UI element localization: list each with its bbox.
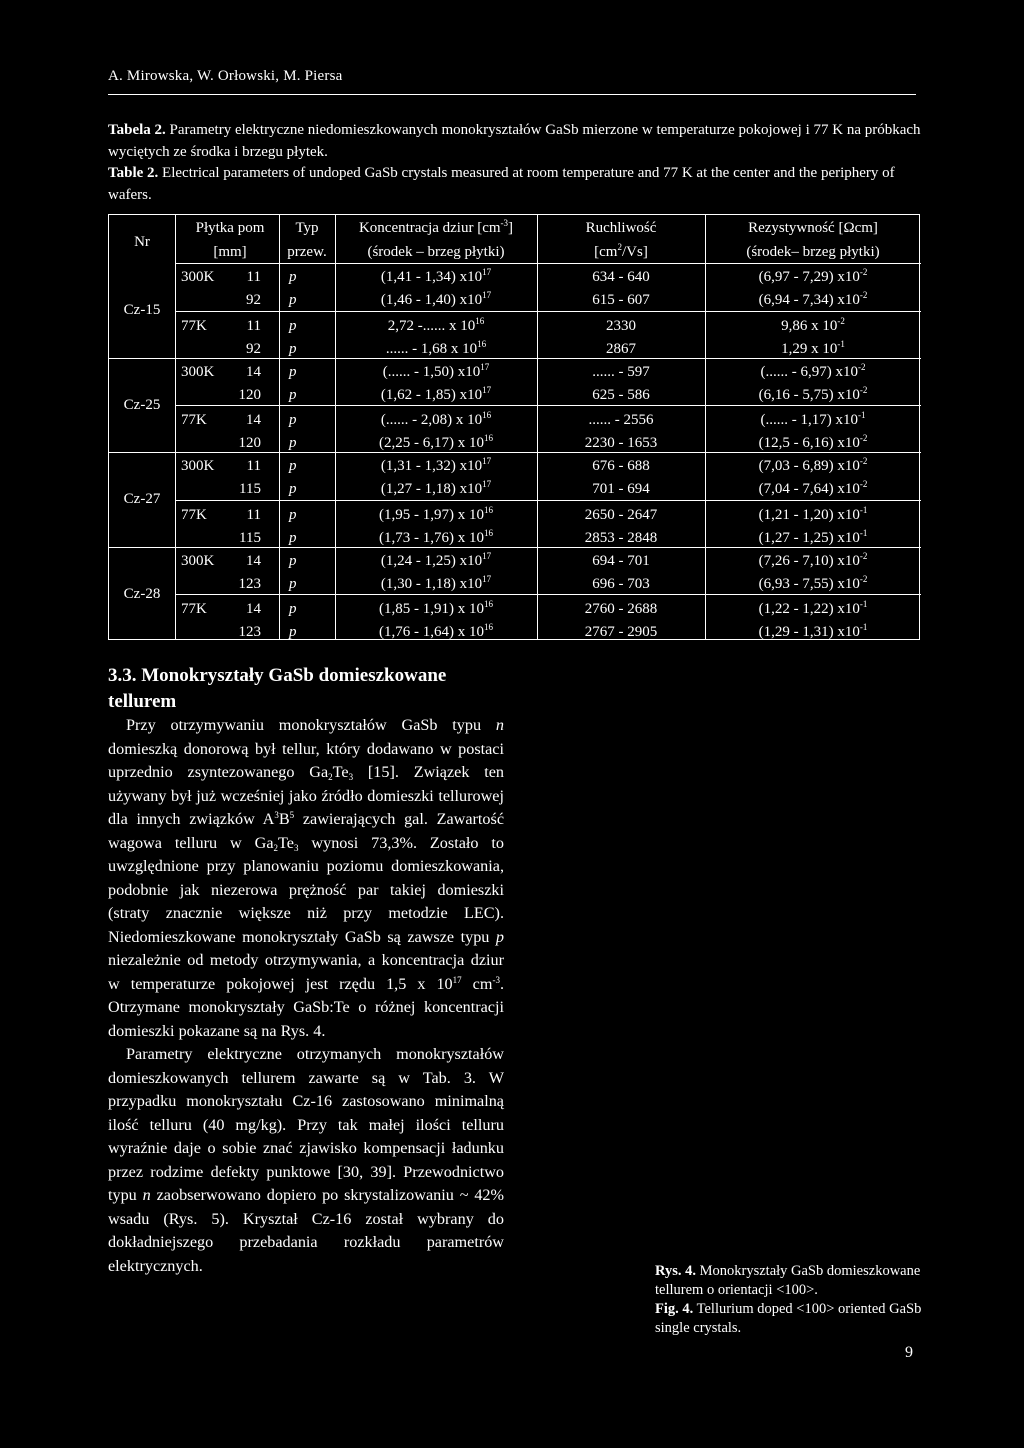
hole-concentration: (1,41 - 1,34) $x10^{17}$	[380, 267, 492, 285]
hole-concentration: (...... - 1,50) $x10^{17}$	[382, 361, 490, 380]
wafer-position: 14	[246, 601, 261, 618]
header-mobility-unit: $[cm^2/Vs]$	[594, 242, 648, 260]
wafer-position: 14	[246, 363, 261, 380]
sample-id: Cz-28	[123, 585, 161, 602]
page-number: 9	[905, 1344, 913, 1361]
conduction-type: p	[289, 412, 297, 429]
mobility: 615 - 607	[592, 292, 650, 309]
resistivity: (7,03 - 6,89) $x10^{-2}$	[758, 456, 868, 474]
resistivity: (1,29 - 1,31) $x10^{-1}$	[758, 622, 868, 641]
temperature: 300K	[181, 458, 215, 474]
paragraph-2: Parametry elektryczne otrzymanych monokryształów domieszkowanych tellurem zawarte są w Tab. 3. W przypadku monokryształu Cz-16 zastosowano minimalną ilość telluru (40 mg/kg). Przy tak małej ilości telluru wyraźnie daje o sobie znać zjawisko kompensacji ładunku przez rodzime defekty punktowe [30, 39]. Przewodnictwo typu n zaobserwowano dopiero po skrystalizowaniu ~ 42% wsadu (Rys. 5). Kryształ Cz-16 został wybrany do dokładniejszego przebadania rozkładu parametrów elektrycznych.	[108, 1045, 504, 1275]
resistivity: (...... - 6,97) $x10^{-2}$	[760, 361, 866, 380]
mobility: 2853 - 2848	[584, 529, 658, 546]
figure-caption-pl: Rys. 4. Monokryształy GaSb domieszkowane tellurem o orientacji <100>.	[655, 1263, 921, 1298]
mobility: 2760 - 2688	[584, 601, 658, 618]
caption-pl-label: Tabela 2.	[108, 122, 166, 138]
conduction-type: p	[289, 386, 297, 403]
caption-en-text: Electrical parameters of undoped GaSb crystals measured at room temperature and 77 K at the center and the periphery of wafers.	[108, 165, 895, 203]
wafer-position: 11	[246, 458, 261, 474]
resistivity: (6,97 - 7,29) $x10^{-2}$	[758, 267, 868, 285]
hole-concentration: (1,76 - 1,64) x $10^{16}$	[379, 622, 493, 641]
sample-id: Cz-15	[123, 302, 161, 319]
resistivity: (6,94 - 7,34) $x10^{-2}$	[758, 290, 868, 309]
hole-concentration: (1,95 - 1,97) x $10^{16}$	[379, 504, 493, 523]
resistivity: (1,22 - 1,22) $x10^{-1}$	[758, 599, 868, 618]
resistivity: (12,5 - 6,16) $x10^{-2}$	[758, 433, 868, 452]
section-title-line1: 3.3. Monokryształy GaSb domieszkowane	[108, 665, 447, 686]
wafer-position: 11	[246, 317, 261, 334]
temperature: 77K	[181, 412, 207, 429]
conduction-type: p	[289, 624, 297, 641]
sample-id: Cz-25	[123, 396, 161, 413]
conduction-type: p	[289, 481, 297, 498]
figure-caption	[655, 1262, 925, 1338]
mobility: ...... - 597	[592, 363, 650, 380]
group-divider	[109, 358, 921, 359]
temperature: 300K	[181, 363, 215, 380]
header-nr: Nr	[134, 234, 150, 250]
resistivity: (...... - 1,17) $x10^{-1}$	[760, 410, 866, 429]
caption-en	[108, 163, 928, 206]
hole-concentration: ...... - 1,68 x $10^{16}$	[385, 338, 487, 357]
wafer-position: 120	[238, 386, 261, 403]
sample-id: Cz-27	[123, 491, 161, 508]
mobility: 2230 - 1653	[584, 435, 658, 452]
temperature-divider	[175, 594, 921, 595]
mobility: 634 - 640	[592, 269, 650, 285]
temperature-divider	[175, 500, 921, 501]
conduction-type: p	[289, 458, 297, 474]
temperature: 300K	[181, 552, 215, 569]
header-plytka-unit: [mm]	[213, 244, 247, 260]
mobility: 2867	[606, 340, 636, 357]
resistivity: (1,21 - 1,20) $x10^{-1}$	[758, 504, 868, 523]
wafer-position: 11	[246, 506, 261, 523]
caption-pl-text: Parametry elektryczne niedomieszkowanych monokryształów GaSb mierzone w temperaturze pokojowej i 77 K na próbkach wyciętych ze środka i brzegu płytek.	[108, 122, 921, 160]
conduction-type: p	[289, 575, 297, 592]
caption-pl	[108, 120, 928, 163]
resistivity: (7,04 - 7,64) $x10^{-2}$	[758, 479, 868, 498]
wafer-position: 123	[238, 575, 261, 592]
hole-concentration: (2,25 - 6,17) x $10^{16}$	[379, 433, 493, 452]
temperature: 77K	[181, 317, 207, 334]
wafer-position: 14	[246, 552, 261, 569]
figure-photo	[538, 663, 914, 1263]
conduction-type: p	[289, 506, 297, 523]
resistivity: (7,26 - 7,10) $x10^{-2}$	[758, 550, 868, 569]
resistivity: (1,27 - 1,25) $x10^{-1}$	[758, 527, 868, 546]
wafer-position: 123	[238, 624, 261, 641]
hole-concentration: (1,85 - 1,91) x $10^{16}$	[379, 599, 493, 618]
conduction-type: p	[289, 601, 297, 618]
wafer-position: 120	[238, 435, 261, 452]
resistivity: (6,16 - 5,75) $x10^{-2}$	[758, 384, 868, 403]
figure-caption-en: Fig. 4. Tellurium doped <100> oriented GaSb single crystals.	[655, 1301, 922, 1336]
conduction-type: p	[289, 269, 297, 285]
wafer-position: 92	[246, 292, 261, 309]
hole-concentration: (1,46 - 1,40) $x10^{17}$	[380, 290, 492, 309]
wafer-position: 14	[246, 412, 261, 429]
temperature-divider	[175, 405, 921, 406]
wafer-position: 11	[246, 269, 261, 285]
wafer-position: 115	[239, 529, 261, 546]
conduction-type: p	[289, 529, 297, 546]
header-divider	[175, 263, 921, 264]
conduction-type: p	[289, 552, 297, 569]
temperature: 77K	[181, 601, 207, 618]
header-plytka: Płytka pom	[195, 220, 265, 236]
header-concentration-sub: (środek – brzeg płytki)	[367, 244, 505, 260]
column-divider	[279, 215, 280, 639]
hole-concentration: (...... - 2,08) x $10^{16}$	[380, 410, 492, 429]
paragraph-1: Przy otrzymywaniu monokryształów GaSb typu n domieszką donorową był tellur, który dodawano w postaci uprzednio zsyntezowanego $Ga_2Te_3$ [15]. Związek ten używany był już wcześniej jako źródło domieszki tellurowej dla innych związków $A^3B^5$ zawierających gal. Zawartość wagowa telluru w $Ga_2Te_3$ wynosi 73,3%. Zostało to uwzględnione przy planowaniu poziomu domieszkowania, podobnie jak niezerowa prężność par takiej domieszki (straty znacznie większe niż przy metodzie LEC). Niedomieszkowane monokryształy GaSb są zawsze typu p niezależnie od metody otrzymywania, a koncentracja dziur w temperaturze pokojowej jest rzędu 1,5 x $10^{17}$ $cm^{-3}$. Otrzymane monokryształy GaSb:Te o różnej koncentracji domieszki pokazane są na Rys. 4.	[108, 716, 505, 1040]
hole-concentration: (1,62 - 1,85) $x10^{17}$	[380, 384, 492, 403]
temperature: 300K	[181, 269, 215, 285]
header-typ-unit: przew.	[287, 244, 327, 260]
mobility: 694 - 701	[592, 552, 650, 569]
resistivity: 1,29 x $10^{-1}$	[781, 338, 845, 357]
conduction-type: p	[289, 340, 297, 357]
mobility: 676 - 688	[592, 458, 650, 474]
section-title-line2: tellurem	[108, 691, 177, 712]
data-table	[108, 214, 920, 640]
conduction-type: p	[289, 317, 297, 334]
caption-en-label: Table 2.	[108, 165, 159, 181]
header-resistivity: Rezystywność [Ωcm]	[748, 220, 878, 236]
hole-concentration: 2,72 -...... x $10^{16}$	[387, 315, 485, 334]
mobility: 2767 - 2905	[584, 624, 658, 641]
header-typ: Typ	[295, 220, 319, 236]
resistivity: (6,93 - 7,55) $x10^{-2}$	[758, 573, 868, 592]
header-resistivity-sub: (środek– brzeg płytki)	[746, 244, 880, 260]
mobility: 696 - 703	[592, 575, 650, 592]
temperature-divider	[175, 311, 921, 312]
header-rule	[108, 94, 916, 95]
resistivity: 9,86 x $10^{-2}$	[781, 315, 845, 334]
mobility: 625 - 586	[592, 386, 650, 403]
hole-concentration: (1,24 - 1,25) $x10^{17}$	[380, 550, 492, 569]
hole-concentration: (1,73 - 1,76) x $10^{16}$	[379, 527, 493, 546]
hole-concentration: (1,31 - 1,32) $x10^{17}$	[380, 456, 492, 474]
header-mobility: Ruchliwość	[585, 220, 657, 236]
hole-concentration: (1,27 - 1,18) $x10^{17}$	[380, 479, 492, 498]
running-header: A. Mirowska, W. Orłowski, M. Piersa	[108, 68, 343, 84]
conduction-type: p	[289, 435, 297, 452]
group-divider	[109, 547, 921, 548]
conduction-type: p	[289, 363, 297, 380]
mobility: ...... - 2556	[588, 412, 654, 429]
wafer-position: 115	[239, 481, 261, 498]
mobility: 2330	[606, 317, 636, 334]
group-divider	[109, 452, 921, 453]
table-caption	[108, 120, 928, 206]
conduction-type: p	[289, 292, 297, 309]
wafer-position: 92	[246, 340, 261, 357]
header-concentration: Koncentracja dziur $[cm^{-3}]$	[358, 218, 514, 236]
column-divider	[175, 215, 176, 639]
body-text	[108, 714, 504, 1278]
mobility: 2650 - 2647	[584, 506, 658, 523]
section-heading	[108, 663, 528, 715]
hole-concentration: (1,30 - 1,18) $x10^{17}$	[380, 573, 492, 592]
mobility: 701 - 694	[592, 481, 650, 498]
temperature: 77K	[181, 506, 207, 523]
